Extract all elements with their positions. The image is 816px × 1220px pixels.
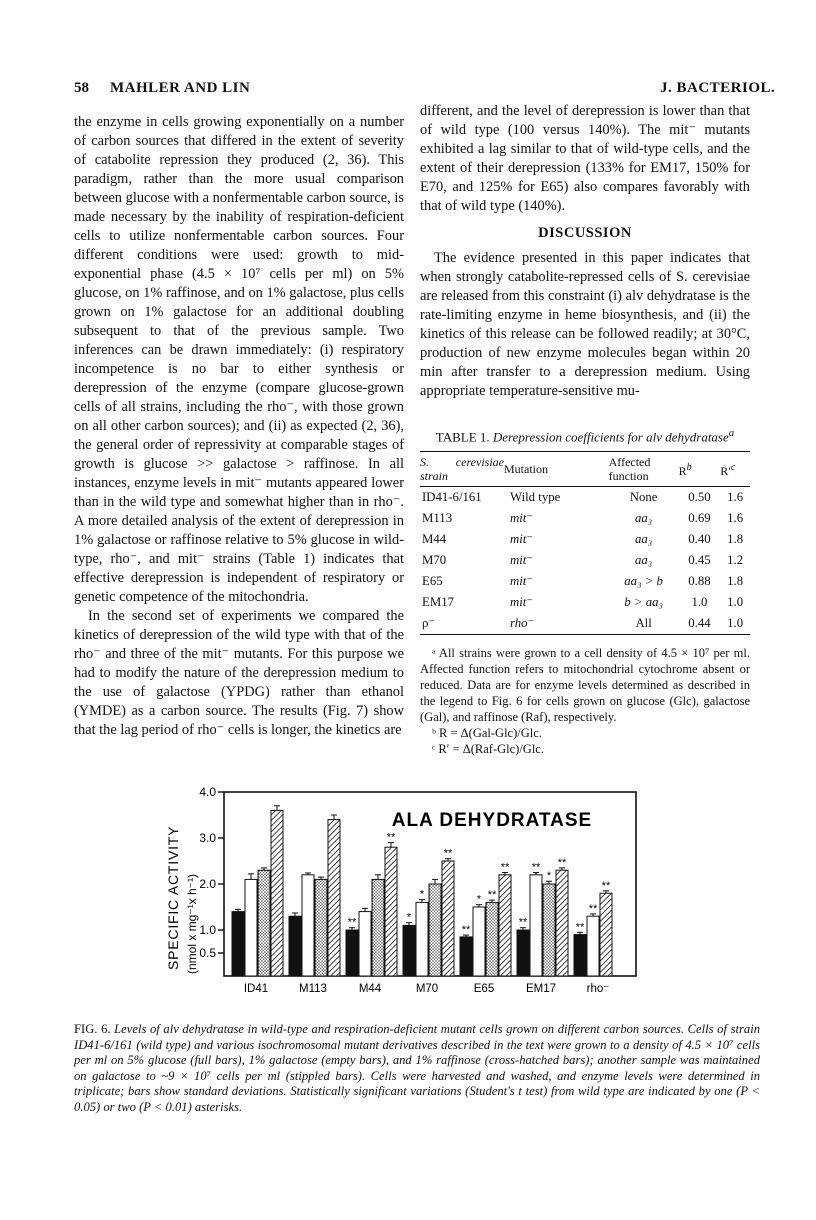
figure-caption-text: Levels of alv dehydratase in wild-type and respiration-deficient mutant cells grown on different carbon sources. Cells of strain ID41-6/161 (wild type) and various isochromosomal mutant derivatives described in the text were grown to a density of 4.5 × 10⁷ cells per ml on 5% glucose (full bars), 1% galactose (empty bars), and 1% raffinose (cross-hatched bars); another sample was maintained on galactose to ~9 × 10⁷ cells per ml (stippled bars). Cells were harvested and washed, and enzyme levels were determined in triplicate; bars show standard deviations. Statistically significant variations (Student's t test) from wild type are indicated by one (P < 0.05) or two (P < 0.01) asterisks. xyxy=(74,1022,760,1114)
table-cell: 1.2 xyxy=(727,553,744,568)
table-cell: 1.0 xyxy=(727,616,744,631)
bar xyxy=(442,861,454,976)
y-tick-label: 4.0 xyxy=(199,785,216,799)
table-footnote-c: ᶜ R′ = Δ(Raf-Glc)/Glc. xyxy=(432,742,544,757)
significance-asterisks: ** xyxy=(386,831,396,844)
derepression-table xyxy=(420,451,750,635)
y-axis-label: SPECIFIC ACTIVITY xyxy=(165,825,181,970)
x-tick-label: M70 xyxy=(415,983,439,995)
bar xyxy=(460,937,472,976)
table-cell: 1.0 xyxy=(691,595,708,610)
bar xyxy=(346,930,358,976)
table-cell: mit⁻ xyxy=(510,532,534,547)
table-row xyxy=(420,571,750,592)
right-paragraph-1: different, and the level of derepression is lower than that of wild type (100 versus 140%). The mit⁻ mutants exhibited a lag similar to that of wild-type cells, and the extent of their derepression (133% for EM17, 150% for E70, and 125% for E65) also compares favorably with that of wild type (140%). xyxy=(420,103,750,214)
running-journal: J. BACTERIOL. xyxy=(660,80,776,96)
col-header-rprime: $R'^c$ xyxy=(720,461,736,478)
significance-asterisks: * xyxy=(419,888,425,901)
col-header-mutation: Mutation xyxy=(504,461,548,476)
right-column xyxy=(420,102,750,757)
table-footnote-a: ᵃ All strains were grown to a cell density of 4.5 × 10⁷ per ml. Affected function refers to mitochondrial cytochrome absent or reduced. Data are for enzyme levels determined as described in the legend to Fig. 6 for cells grown on glucose (Glc), galactose (Gal), and raffinose (Raf), respectively. xyxy=(420,646,750,725)
table-cell: 1.6 xyxy=(727,511,744,526)
table-cell: ID41-6/161 xyxy=(422,490,482,505)
table-cell: 0.44 xyxy=(688,616,711,631)
table-cell: 0.88 xyxy=(688,574,711,589)
significance-asterisks: * xyxy=(406,911,412,924)
bar xyxy=(289,916,301,976)
page-number: 58 xyxy=(74,80,89,96)
table-cell: 1.6 xyxy=(727,490,744,505)
table-cell: ρ⁻ xyxy=(422,616,436,631)
bar xyxy=(517,930,529,976)
significance-asterisks: ** xyxy=(601,879,611,892)
discussion-heading: DISCUSSION xyxy=(538,225,632,241)
table-cell: 0.40 xyxy=(688,532,711,547)
bar xyxy=(556,870,568,976)
bar xyxy=(543,884,555,976)
bar xyxy=(429,884,441,976)
table-cell: aa₃ xyxy=(635,532,653,547)
table-cell: 0.45 xyxy=(688,553,711,568)
col-header-r: $R^b$ xyxy=(678,461,692,478)
x-tick-label: rho⁻ xyxy=(586,983,610,995)
x-tick-label: E65 xyxy=(473,983,495,995)
significance-asterisks: * xyxy=(546,870,552,883)
col-header-strain: S. cerevisiae strain xyxy=(420,455,504,484)
figure-label: FIG. 6. xyxy=(74,1022,111,1036)
figure-caption xyxy=(74,1022,760,1116)
table-cell: 1.8 xyxy=(727,574,744,589)
table-cell: 1.0 xyxy=(727,595,744,610)
table-cell: rho⁻ xyxy=(510,616,535,631)
table-cell: Wild type xyxy=(510,490,561,505)
left-paragraph-2: In the second set of experiments we compared the kinetics of derepression of the wild type with that of the rho⁻ and three of the mit⁻ mutants. For this purpose we had to modify the nature of the derepression medium to the use of galactose (YPDG) rather than ethanol (YMDE) as a carbon source. The results (Fig. 7) show that the lag period of rho⁻ cells is longer, the kinetics are xyxy=(74,608,404,738)
significance-asterisks: ** xyxy=(531,861,541,874)
x-tick-label: EM17 xyxy=(525,983,557,995)
table-cell: All xyxy=(635,616,652,631)
running-authors: MAHLER AND LIN xyxy=(110,80,251,96)
table-cell: aa₃ xyxy=(635,511,653,526)
bar xyxy=(271,810,283,976)
table-row xyxy=(420,529,750,550)
table-cell: 0.50 xyxy=(688,490,711,505)
table-cell: mit⁻ xyxy=(510,553,534,568)
fig6-chart xyxy=(0,780,816,1010)
table-row xyxy=(420,487,750,509)
bar xyxy=(473,907,485,976)
table-row xyxy=(420,592,750,613)
bar xyxy=(245,879,257,976)
bar xyxy=(416,902,428,976)
significance-asterisks: ** xyxy=(443,847,453,860)
bar xyxy=(315,879,327,976)
left-column xyxy=(74,113,404,740)
significance-asterisks: ** xyxy=(557,856,567,869)
table-cell: E65 xyxy=(422,574,443,589)
col-header-function: Affected function xyxy=(608,455,651,484)
y-tick-label: 3.0 xyxy=(199,831,216,845)
bar xyxy=(372,879,384,976)
bar xyxy=(574,935,586,976)
table-cell: aa₃ > b xyxy=(624,574,663,589)
bar xyxy=(258,870,270,976)
bar xyxy=(587,916,599,976)
bar xyxy=(600,893,612,976)
table-cell: 1.8 xyxy=(727,532,744,547)
table-cell: b > aa₃ xyxy=(624,595,663,610)
table-cell: EM17 xyxy=(422,595,454,610)
significance-asterisks: ** xyxy=(518,916,528,929)
x-tick-label: M113 xyxy=(299,983,327,995)
right-paragraph-2: The evidence presented in this paper indicates that when strongly catabolite-repressed cells of S. cerevisiae are released from this constraint (i) alv dehydratase is the rate-limiting enzyme in heme biosynthesis, and (ii) the kinetics of this release can be followed readily; at 30°C, production of new enzyme molecules began within 20 min after transfer to a derepression medium. Using appropriate temperature-sensitive mu- xyxy=(420,250,750,399)
table-row xyxy=(420,613,750,635)
bar xyxy=(232,912,244,976)
table-row xyxy=(420,508,750,529)
x-tick-label: ID41 xyxy=(243,983,269,995)
significance-asterisks: ** xyxy=(461,924,471,937)
significance-asterisks: ** xyxy=(500,861,510,874)
bar xyxy=(530,875,542,976)
table-cell: M70 xyxy=(422,553,447,568)
significance-asterisks: ** xyxy=(588,902,598,915)
bar xyxy=(302,875,314,976)
table-cell: mit⁻ xyxy=(510,574,534,589)
table-cell: aa₃ xyxy=(635,553,653,568)
significance-asterisks: ** xyxy=(487,889,497,902)
table-footnote-b: ᵇ R = Δ(Gal-Glc)/Glc. xyxy=(432,726,542,741)
x-tick-label: M44 xyxy=(358,983,382,995)
y-axis-unit: (nmol x mg⁻¹x h⁻¹) xyxy=(185,873,199,974)
significance-asterisks: ** xyxy=(347,916,357,929)
table-1 xyxy=(420,425,750,757)
chart-title: ALA DEHYDRATASE xyxy=(391,810,593,831)
table-caption: TABLE 1. Derepression coefficients for alv dehydratase$^a$ xyxy=(435,427,735,445)
bar xyxy=(486,902,498,976)
bar xyxy=(403,925,415,976)
significance-asterisks: * xyxy=(476,893,482,906)
bar xyxy=(359,912,371,976)
table-cell: 0.69 xyxy=(688,511,711,526)
bar xyxy=(328,820,340,976)
table-cell: mit⁻ xyxy=(510,511,534,526)
significance-asterisks: ** xyxy=(575,921,585,934)
bar xyxy=(499,875,511,976)
y-tick-label: 1.0 xyxy=(199,923,216,937)
table-cell: mit⁻ xyxy=(510,595,534,610)
y-tick-label: 2.0 xyxy=(199,877,216,891)
table-cell: M113 xyxy=(422,511,453,526)
table-cell: None xyxy=(629,490,658,505)
table-cell: M44 xyxy=(422,532,447,547)
bar xyxy=(385,847,397,976)
table-row xyxy=(420,550,750,571)
left-paragraph-1: the enzyme in cells growing exponentially on a number of carbon sources that differed in the extent of severity of catabolite repression they produced (2, 36). This paradigm, rather than the more usual comparison between glucose with a nonfermentable carbon source, is made necessary by the inability of respiration-deficient cells to utilize nonfermentable carbon sources. Four different conditions were used: growth to mid-exponential phase (4.5 × 10⁷ cells per ml) on 5% glucose, on 1% raffinose, and on 1% galactose, plus cells grown on 1% galactose for an additional doubling subsequent to that of the previous sample. Two inferences can be drawn immediately: (i) respiratory incompetence is no bar to either synthesis or derepression of the enzyme (compare glucose-grown cells of all strains, including the rho⁻, with those grown on all other carbon sources); and (ii) as expected (2, 36), the general order of repressivity at comparable stages of growth is glucose >> galactose > raffinose. In all instances, enzyme levels in mit⁻ mutants appeared lower than in the wild type and somewhat higher than in rho⁻. A more detailed analysis of the extent of derepression in 1% galactose or raffinose relative to 5% glucose in wild-type, rho⁻, and mit⁻ strains (Table 1) indicates that effective derepression is independent of respiratory or genetic competence of the mitochondria. xyxy=(74,114,404,605)
y-tick-label: 0.5 xyxy=(199,946,216,960)
